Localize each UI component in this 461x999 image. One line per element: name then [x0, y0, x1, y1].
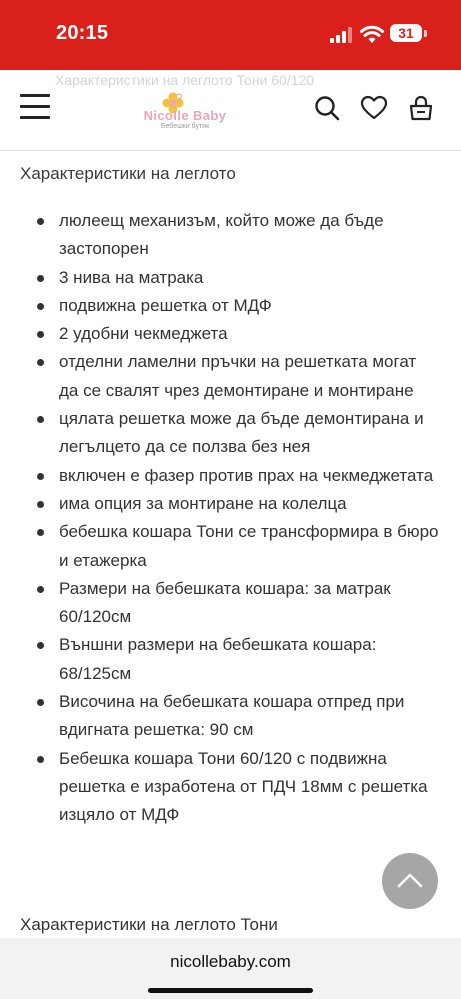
status-time: 20:15 [56, 22, 109, 44]
search-icon[interactable] [314, 95, 340, 121]
list-item: 3 нива на матрака [0, 264, 439, 292]
list-item: Външни размери на бебешката кошара: 68/125см [0, 631, 439, 688]
section-title: Характеристики на леглото [20, 164, 236, 183]
status-bar [0, 0, 461, 70]
list-item: 2 удобни чекмеджета [0, 320, 439, 348]
chevron-up-icon [396, 867, 424, 895]
site-header [0, 70, 461, 151]
scroll-to-top-button[interactable] [382, 853, 438, 909]
list-item: отделни ламелни пръчки на решетката могат да се свалят чрез демонтиране и монтиране [0, 348, 439, 405]
battery-tip [424, 30, 427, 37]
list-item: Размери на бебешката кошара: за матрак 60/120см [0, 575, 439, 632]
list-item: има опция за монтиране на колелца [0, 490, 439, 518]
list-item: подвижна решетка от МДФ [0, 292, 439, 320]
list-item: Височина на бебешката кошара отпред при вдигната решетка: 90 см [0, 688, 439, 745]
browser-url-bar[interactable] [0, 938, 461, 999]
list-item: люлеещ механизъм, който може да бъде застопорен [0, 207, 439, 264]
site-logo[interactable] [135, 86, 235, 132]
next-section-label: Характеристики на леглото Тони [20, 915, 278, 934]
battery-icon [390, 24, 422, 42]
list-item: Бебешка кошара Тони 60/120 с подвижна решетка е изработена от ПДЧ 18мм с решетка изцяло от МДФ [0, 745, 439, 830]
list-item: включен е фазер против прах на чекмеджетата [0, 462, 439, 490]
list-item: бебешка кошара Тони се трансформира в бюро и етажерка [0, 518, 439, 575]
bag-icon[interactable] [408, 95, 434, 121]
url-text[interactable]: nicollebaby.com [170, 952, 291, 971]
logo-tagline: Бебешки бутик [160, 123, 210, 130]
menu-icon[interactable] [20, 94, 50, 120]
heart-icon[interactable] [361, 95, 387, 121]
features-list [0, 207, 461, 830]
header-ghost-text: Характеристики на леглото Тони 60/120 [55, 72, 315, 88]
cellular-signal-icon [330, 27, 354, 43]
wifi-icon [360, 24, 384, 44]
home-indicator[interactable] [148, 988, 313, 993]
battery-level: 31 [398, 25, 414, 41]
logo-name: Nicolle Baby [143, 108, 227, 123]
list-item: цялата решетка може да бъде демонтирана и легълцето да се ползва без нея [0, 405, 439, 462]
